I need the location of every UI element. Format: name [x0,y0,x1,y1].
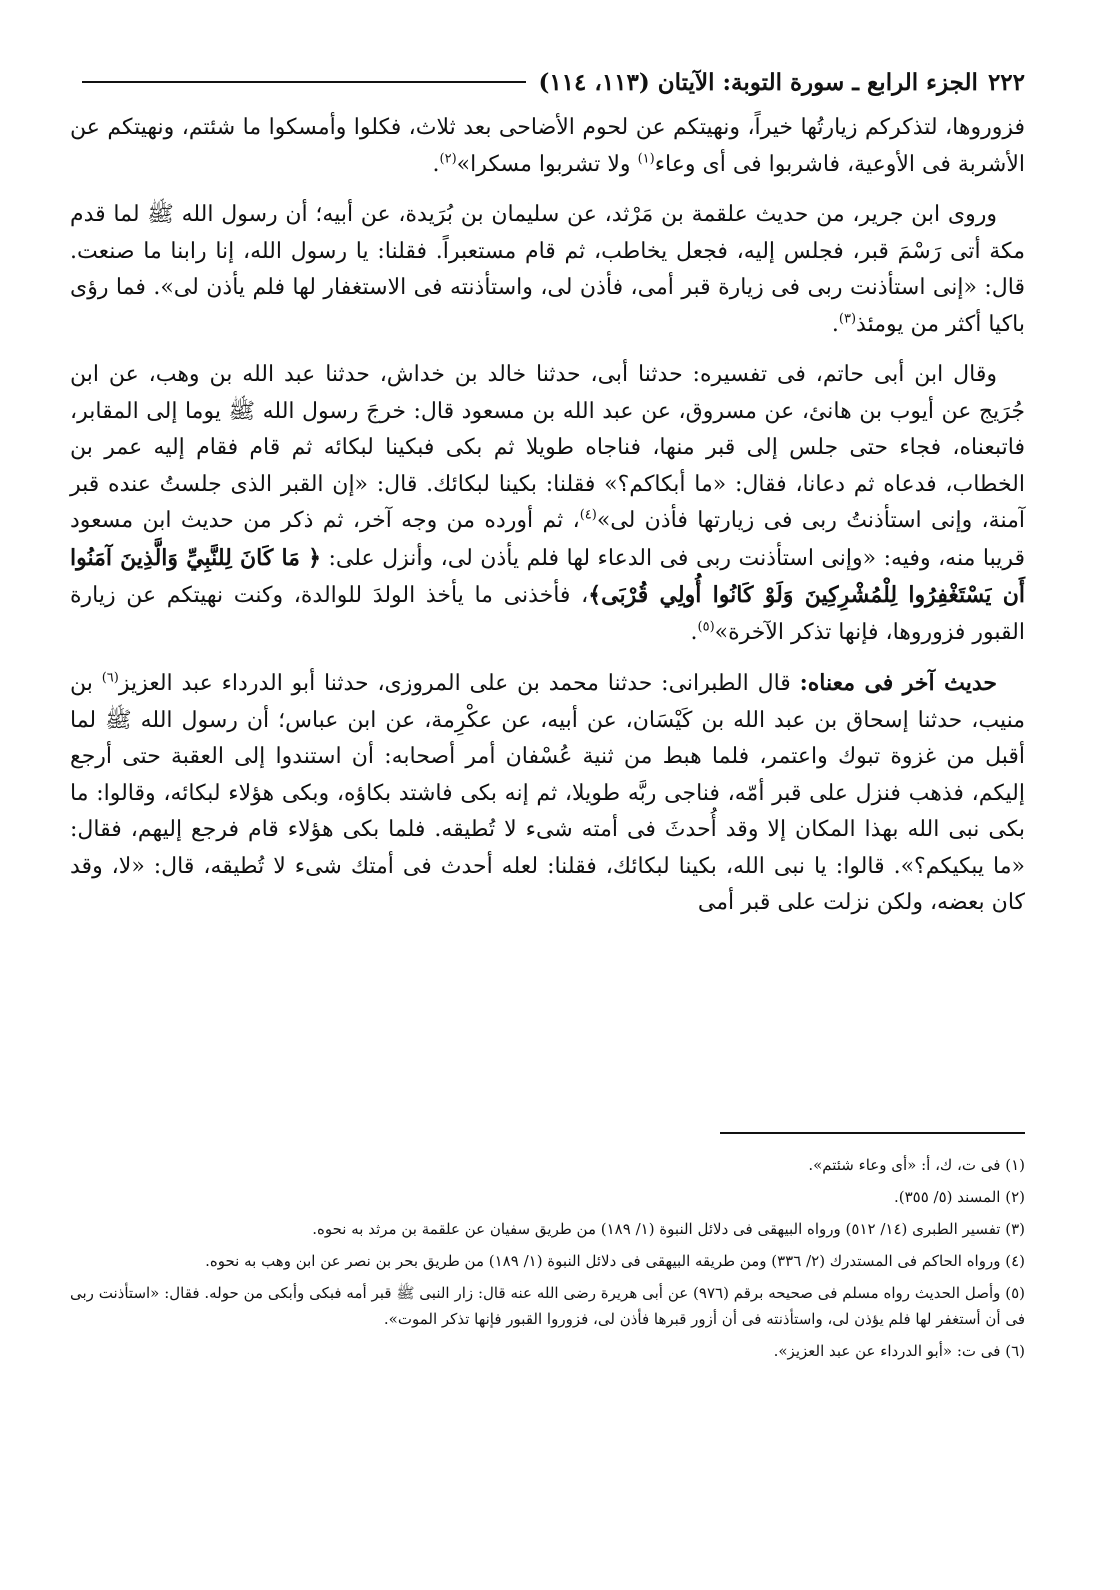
page-number: ٢٢٢ [987,68,1025,96]
header-rule [82,81,526,83]
section-lead: حديث آخر فى معناه: [799,670,997,696]
footnote-3: (٣) تفسير الطبرى (١٤/ ٥١٢) ورواه البيهقى فى دلائل النبوة (١/ ١٨٩) من طريق سفيان عن علقمة بن مرثد به نحوه. [312,1220,1025,1238]
book-page [70,60,1026,1360]
text-span: ، فأخذنى ما يأخذ الولدَ للوالدة، وكنت نهيتكم عن زيارة القبور فزوروها، فإنها تذكر الآخرة» [70,583,1025,645]
text-span: وقال ابن أبى حاتم، فى تفسيره: حدثنا أبى، حدثنا خالد بن خداش، حدثنا عبد الله بن وهب، عن ابن جُرَيج عن أيوب بن هانئ، عن مسروق، عن عبد الله بن مسعود قال: خرجَ رسول الله ﷺ يوما إلى المقابر، فاتبعناه، فجاء حتى جلس إلى قبر منها، فناجاه طويلا ثم بكى فبكينا لبكائه ثم قام فقام إليه عمر بن الخطاب، فدعاه ثم دعانا، فقال: «ما أبكاكم؟» فقلنا: بكينا لبكائك. قال: «إن القبر الذى جلستُ عنده قبر آمنة، وإنى استأذنتُ ربى فى زيارتها فأذن لى» [70,362,1025,533]
paragraph-3 [70,357,1025,651]
footnote-ref-3[interactable]: (٣) [838,311,857,327]
footnote-ref-1[interactable]: (١) [637,151,655,167]
text-span: ، ثم أورده من وجه آخر، ثم ذكر من حديث ابن مسعود قريبا منه، وفيه: «وإنى استأذنت ربى فى الدعاء لها فلم يأذن لى، وأنزل على: [70,508,1026,571]
text-span: فزوروها، لتذكركم زيارتُها خيراً، ونهيتكم عن لحوم الأضاحى بعد ثلاث، فكلوا وأمسكوا ما شئتم، ونهيتكم عن الأشربة فى الأوعية، فاشربوا فى أى وعاء [70,115,1025,177]
quran-verse: ﴿ مَا كَانَ لِلنَّبِيِّ وَالَّذِينَ آمَنُوا أَن يَسْتَغْفِرُوا لِلْمُشْرِكِينَ وَلَوْ كَانُوا أُولِي قُرْبَى﴾ [70,544,1026,608]
footnote-4: (٤) ورواه الحاكم فى المستدرك (٢/ ٣٣٦) ومن طريقه البيهقى فى دلائل النبوة (١/ ١٨٩) من طريق بحر بن نصر عن ابن وهب به نحوه. [205,1252,1025,1270]
footnote-1: (١) فى ت، ك، أ: «أى وعاء شئتم». [808,1156,1025,1174]
text-span: قال الطبرانى: حدثنا محمد بن على المروزى، حدثنا أبو الدرداء عبد العزيز [118,671,800,696]
text-span: . [690,619,698,645]
footnote-6: (٦) فى ت: «أبو الدرداء عن عبد العزيز». [773,1342,1025,1360]
paragraph-4 [70,665,1025,922]
footnote-ref-6[interactable]: (٦) [101,670,119,686]
paragraph-2 [70,197,1025,343]
main-text [70,110,1025,922]
footnote-separator [720,1132,1025,1134]
page-header [70,60,1025,104]
text-span: بن منيب، حدثنا إسحاق بن عبد الله بن كَيْسَان، عن أبيه، عن عكْرِمة، عن ابن عباس؛ أن رسول الله ﷺ لما أقبل من غزوة تبوك واعتمر، فلما هبط من ثنية عُسْفان أمر أصحابه: أن استندوا إلى العقبة حتى أرجع إليكم، فذهب فنزل على قبر أمّه، فناجى ربَّه طويلا، ثم إنه بكى فاشتد بكاؤه، وبكى هؤلاء لبكائه، وقالوا: ما بكى نبى الله بهذا المكان إلا وقد أُحدثَ فى أمته شىء لا تُطيقه. فلما بكى هؤلاء قام فرجع إليهم، فقال: «ما يبكيكم؟». قالوا: يا نبى الله، بكينا لبكائك، فقلنا: لعله أحدث فى أمتك شىء لا تُطيقه، قال: «لا، وقد كان بعضه، ولكن نزلت على قبر أمى [70,671,1026,915]
running-title [70,69,978,96]
text-span: ولا تشربوا مسكرا» [456,151,638,177]
footnote-2: (٢) المسند (٥/ ٣٥٥). [893,1188,1025,1206]
footnote-ref-5[interactable]: (٥) [697,619,715,635]
footnotes [70,1152,1025,1370]
footnote-ref-2[interactable]: (٢) [439,151,457,167]
text-span: . [831,311,839,337]
paragraph-1 [70,110,1025,183]
text-span: وروى ابن جرير، من حديث علقمة بن مَرْثد، عن سليمان بن بُرَيدة، عن أبيه؛ أن رسول الله ﷺ لما قدم مكة أتى رَسْمَ قبر، فجلس إليه، فجعل يخاطب، ثم قام مستعبراً. فقلنا: يا رسول الله، إنا رابنا ما صنعت. قال: «إنى استأذنت ربى فى زيارة قبر أمى، فأذن لى، واستأذنته فى الاستغفار لها فلم يأذن لى». فما رؤى باكيا أكثر من يومئذ [70,202,1025,337]
text-span: . [432,151,440,177]
footnote-ref-4[interactable]: (٤) [579,507,597,523]
footnote-5: (٥) وأصل الحديث رواه مسلم فى صحيحه برقم (٩٧٦) عن أبى هريرة رضى الله عنه قال: زار النبى ﷺ قبر أمه فبكى وأبكى من حوله. فقال: «استأذنت ربى فى أن أستغفر لها فلم يؤذن لى، واستأذنته فى أن أزور قبرها فأذن لى، فزوروا القبور فإنها تذكر الموت». [70,1284,1025,1328]
running-title-text: الجزء الرابع ـ سورة التوبة: الآيتان (١١٣، ١١٤) [538,68,978,96]
